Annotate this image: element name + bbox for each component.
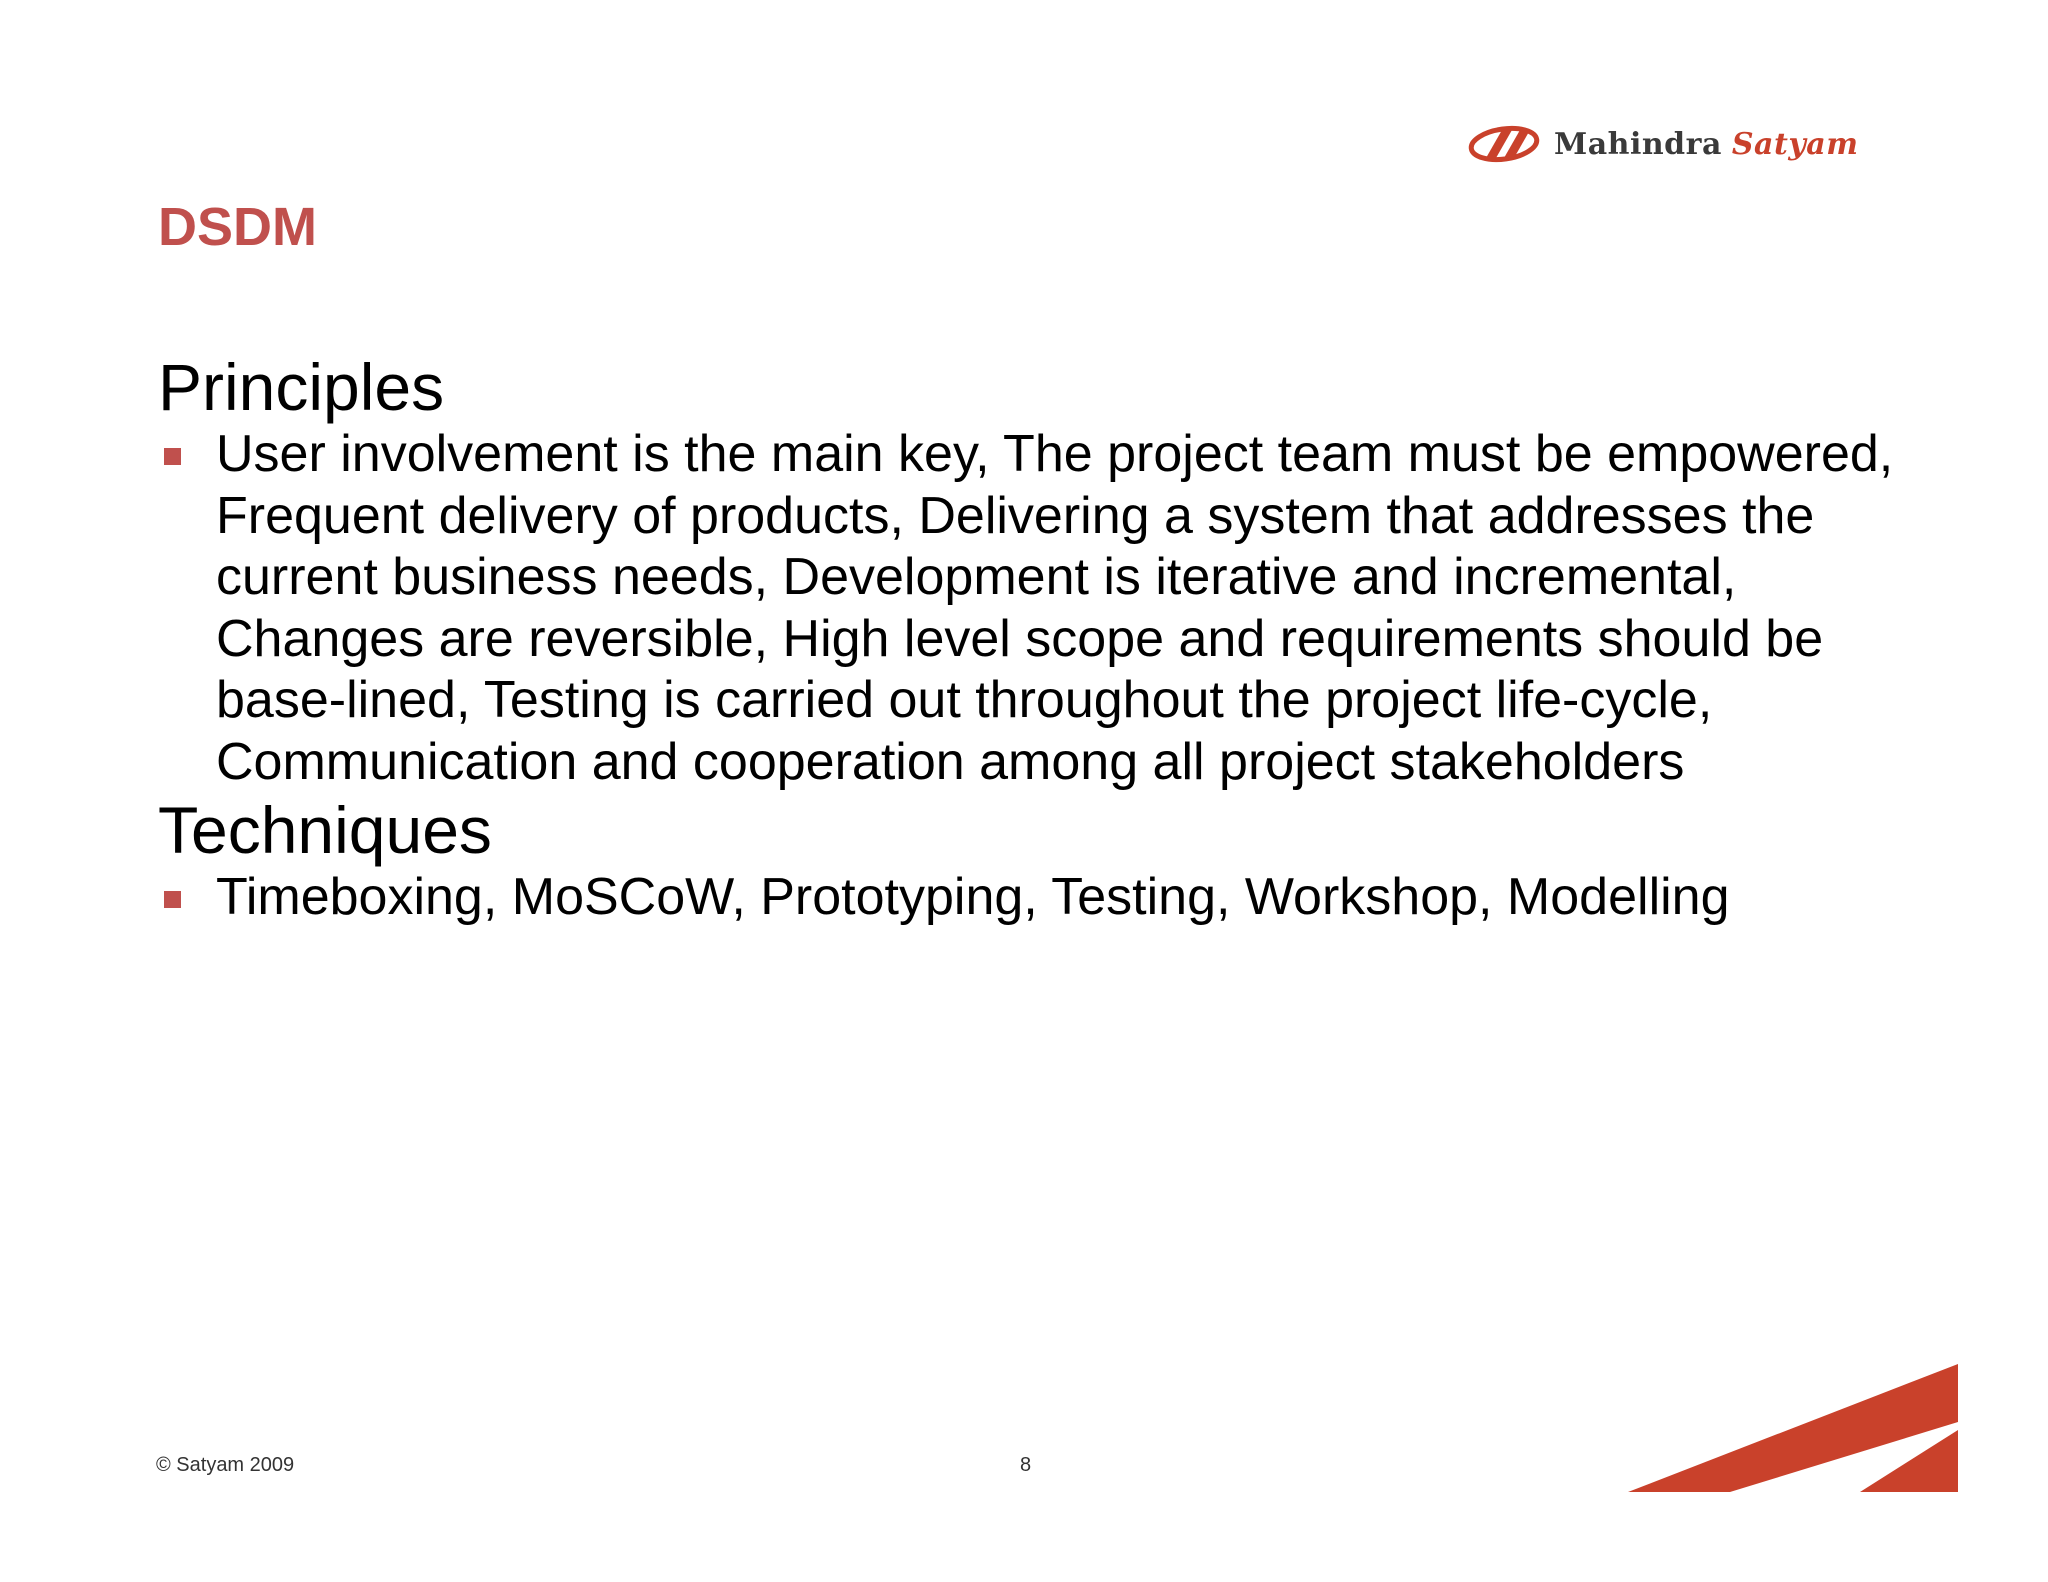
slide-title: DSDM — [158, 197, 317, 257]
square-bullet-icon — [164, 891, 181, 908]
principles-list — [158, 424, 1898, 793]
mahindra-swoosh-icon — [1468, 124, 1546, 164]
mahindra-satyam-logo — [1468, 122, 1898, 166]
section-heading-techniques: Techniques — [158, 793, 492, 867]
slide-content — [158, 350, 1898, 929]
square-bullet-icon — [164, 448, 181, 465]
corner-stripes-graphic — [1620, 1364, 1960, 1494]
logo-wordmark — [1554, 127, 1858, 162]
bullet-text: Timeboxing, MoSCoW, Prototyping, Testing, Workshop, Modelling — [216, 868, 1730, 926]
bullet-text: User involvement is the main key, The project team must be empowered, Frequent delivery of products, Delivering a system that addresses the current business needs, Development is iterative and incremental, Changes are reversible, High level scope and requirements should be base-lined, Testing is carried out throughout the project life-cycle, Communication and cooperation among all project stakeholders — [216, 425, 1894, 791]
section-heading-principles: Principles — [158, 350, 445, 424]
logo-name-part1: Mahindra — [1554, 126, 1722, 162]
footer-copyright: © Satyam 2009 — [156, 1454, 295, 1476]
list-item — [158, 424, 1898, 793]
techniques-list — [158, 867, 1898, 929]
footer-page-number: 8 — [1020, 1454, 1032, 1476]
logo-name-part2: Satyam — [1731, 126, 1859, 162]
list-item — [158, 867, 1898, 929]
